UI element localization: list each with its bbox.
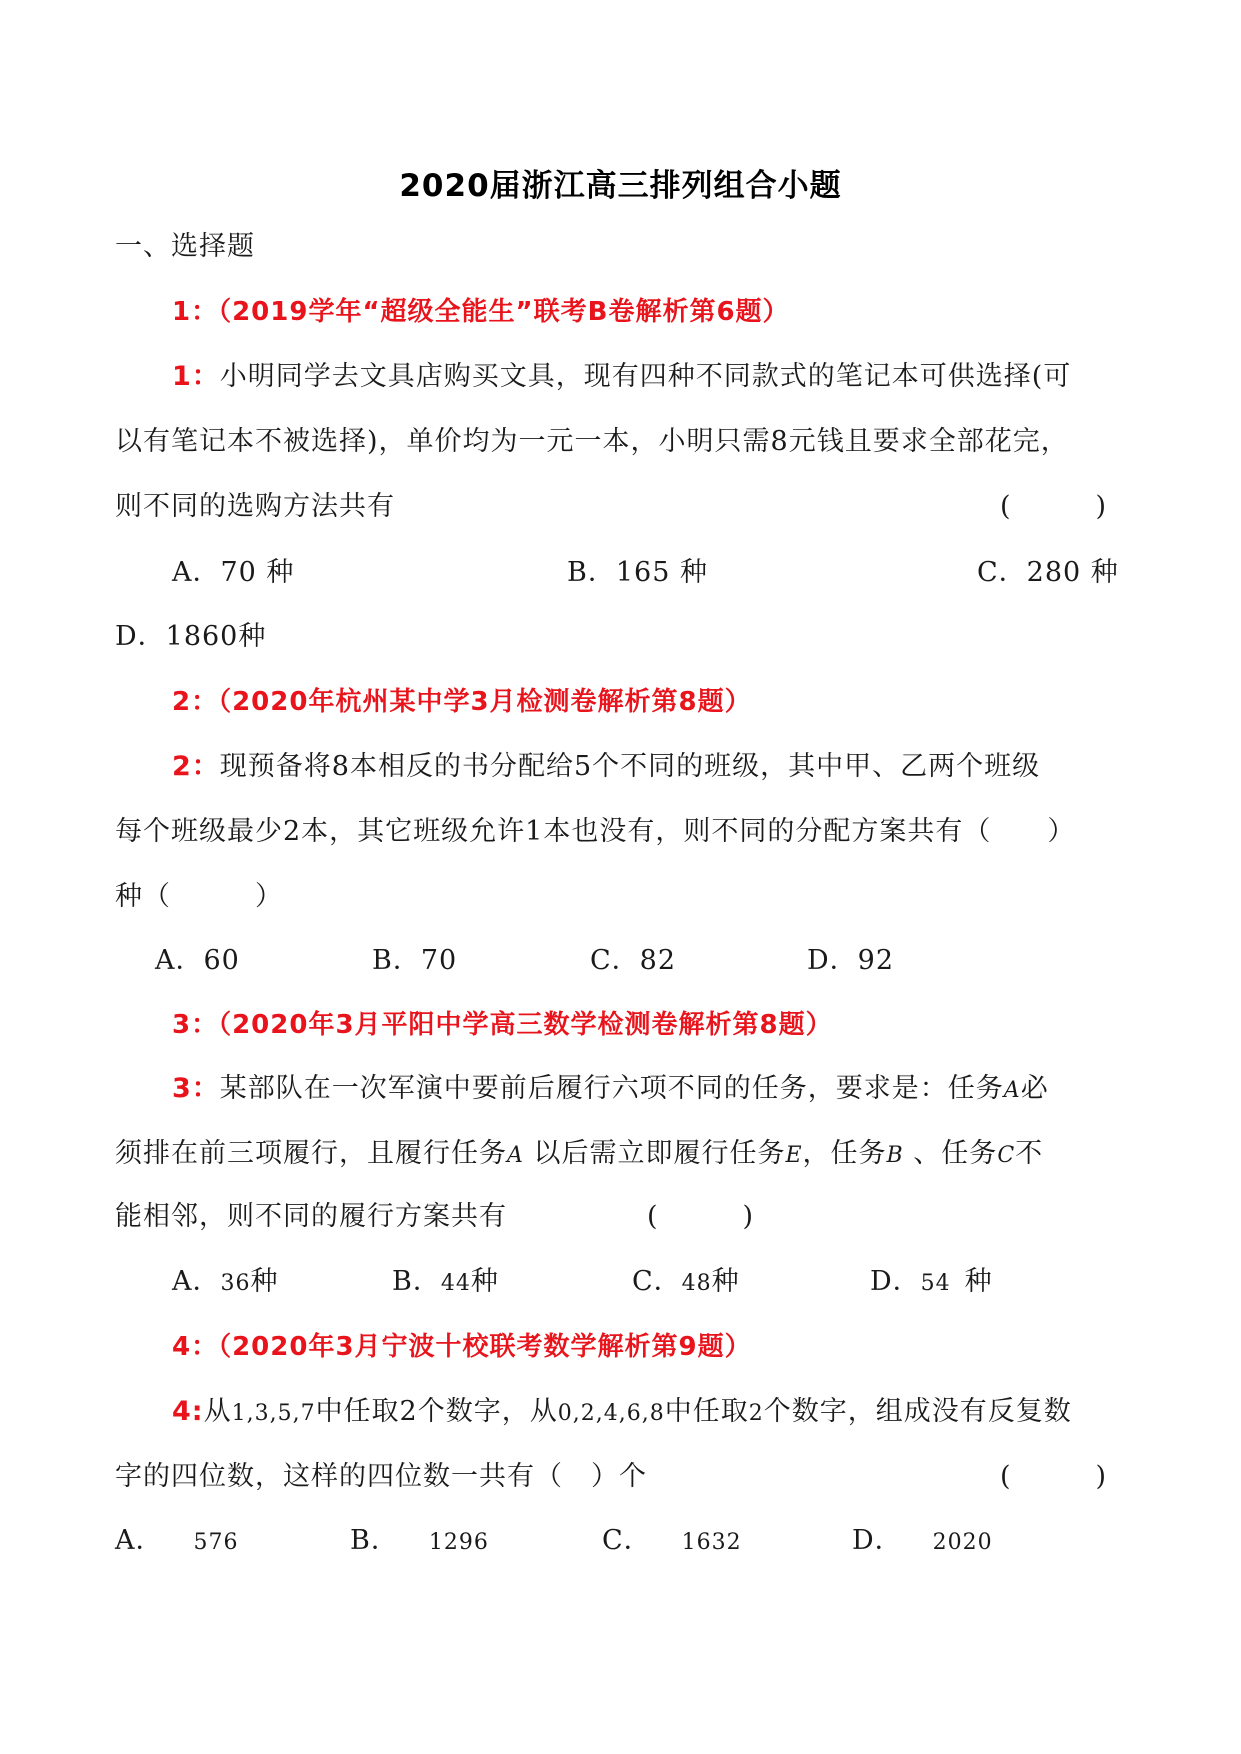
q4-answer-paren: ( ) — [1000, 1461, 1108, 1492]
q3-line-2c: ，任务 — [802, 1138, 887, 1169]
q3-line-1b: 必 — [1020, 1073, 1049, 1104]
q3-line-2a: 须排在前三项履行，且履行任务 — [115, 1138, 507, 1169]
q3-number: 3： — [172, 1073, 220, 1104]
q3-option-d-unit: 种 — [964, 1266, 993, 1297]
q4-option-a-letter: A． — [115, 1525, 164, 1556]
q4-line-1b: 中任取2个数字，从 — [315, 1396, 558, 1427]
q3-line-2e: 不 — [1015, 1138, 1044, 1169]
q4-option-a — [115, 1524, 239, 1560]
q1-source-heading: 1：（2019学年“超级全能生”联考B卷解析第6题） — [172, 297, 790, 327]
q1-text-line-3: 则不同的选购方法共有 — [115, 491, 395, 522]
q4-line-1a: 从 — [203, 1396, 232, 1427]
q2-text-line-2: 每个班级最少2本，其它班级允许1本也没有，则不同的分配方案共有（ ） — [115, 816, 1076, 847]
q2-option-b: B．70 — [372, 945, 458, 976]
q3-option-b — [392, 1265, 499, 1301]
q1-option-c: C．280 种 — [977, 557, 1119, 588]
q3-var-a: A — [1003, 1078, 1021, 1103]
q3-option-b-letter: B． — [392, 1266, 441, 1297]
q3-option-a-letter: A． — [172, 1266, 221, 1297]
q3-line-2d: 、任务 — [903, 1138, 998, 1169]
q3-option-c-value: 48 — [681, 1271, 712, 1296]
q3-var-c: C — [997, 1143, 1016, 1168]
q3-option-a-unit: 种 — [250, 1266, 279, 1297]
q3-text-line-3: 能相邻，则不同的履行方案共有 — [115, 1201, 507, 1232]
q4-option-d-value: 2020 — [932, 1530, 993, 1555]
q2-number: 2： — [172, 751, 220, 782]
q3-option-d-value: 54 — [920, 1271, 951, 1296]
q3-option-c — [632, 1265, 740, 1301]
q3-option-b-value: 44 — [440, 1271, 471, 1296]
q3-text-line-2 — [115, 1137, 1043, 1173]
q3-text-line-1 — [172, 1072, 1049, 1108]
q3-var-b: B — [886, 1143, 904, 1168]
q4-count: 2 — [748, 1401, 764, 1426]
q4-option-b-letter: B． — [350, 1525, 399, 1556]
q4-option-c-letter: C． — [602, 1525, 652, 1556]
q3-option-c-unit: 种 — [711, 1266, 740, 1297]
q3-option-d-letter: D． — [870, 1266, 921, 1297]
q4-option-b — [350, 1524, 489, 1560]
q2-line-1: 现预备将8本相反的书分配给5个不同的班级，其中甲、乙两个班级 — [219, 751, 1041, 782]
q4-option-c-value: 1632 — [681, 1530, 742, 1555]
q4-option-a-value: 576 — [193, 1530, 239, 1555]
q4-even-set: 0,2,4,6,8 — [557, 1401, 665, 1426]
q4-number: 4: — [172, 1396, 204, 1427]
q2-source-heading: 2：（2020年杭州某中学3月检测卷解析第8题） — [172, 687, 752, 717]
q2-option-d: D．92 — [807, 945, 895, 976]
q3-option-d — [870, 1265, 993, 1301]
q4-option-c — [602, 1524, 742, 1560]
q3-var-e: E — [785, 1143, 803, 1168]
q2-text-line-3: 种（ ） — [115, 881, 283, 912]
q2-option-a: A．60 — [155, 945, 240, 976]
q3-line-1a: 某部队在一次军演中要前后履行六项不同的任务，要求是：任务 — [219, 1073, 1004, 1104]
q4-odd-set: 1,3,5,7 — [231, 1401, 316, 1426]
q1-answer-paren: ( ) — [1000, 491, 1108, 522]
q3-answer-paren: ( ) — [647, 1201, 755, 1232]
q4-option-b-value: 1296 — [428, 1530, 489, 1555]
q1-option-b: B．165 种 — [567, 557, 708, 588]
q3-option-c-letter: C． — [632, 1266, 682, 1297]
q3-option-a-value: 36 — [220, 1271, 251, 1296]
q4-source-heading: 4：（2020年3月宁波十校联考数学解析第9题） — [172, 1332, 752, 1362]
q4-line-1c: 中任取 — [664, 1396, 749, 1427]
q3-option-a — [172, 1265, 279, 1301]
q1-text-line-1 — [172, 360, 1071, 394]
section-heading: 一、选择题 — [115, 231, 255, 262]
q1-option-d: D．1860种 — [115, 621, 267, 652]
q3-var-a-2: A — [507, 1143, 524, 1168]
q4-text-line-1 — [172, 1395, 1072, 1431]
q3-line-2b: 以后需立即履行任务 — [523, 1138, 786, 1169]
q4-option-d-letter: D． — [852, 1525, 903, 1556]
q2-option-c: C．82 — [590, 945, 677, 976]
q3-source-heading: 3：（2020年3月平阳中学高三数学检测卷解析第8题） — [172, 1010, 833, 1040]
q1-line-1: 小明同学去文具店购买文具，现有四种不同款式的笔记本可供选择(可 — [219, 361, 1072, 392]
q4-text-line-2: 字的四位数，这样的四位数一共有（ ）个 — [115, 1461, 647, 1492]
q1-option-a: A．70 种 — [172, 557, 295, 588]
page-title: 2020届浙江高三排列组合小题 — [399, 168, 842, 204]
q3-option-b-unit: 种 — [470, 1266, 499, 1297]
q1-number: 1： — [172, 361, 220, 392]
q4-line-1d: 个数字，组成没有反复数 — [763, 1396, 1072, 1427]
q1-text-line-2: 以有笔记本不被选择)，单价均为一元一本，小明只需8元钱且要求全部花完， — [115, 426, 1069, 457]
q2-text-line-1 — [172, 750, 1040, 784]
q4-option-d — [852, 1524, 993, 1560]
